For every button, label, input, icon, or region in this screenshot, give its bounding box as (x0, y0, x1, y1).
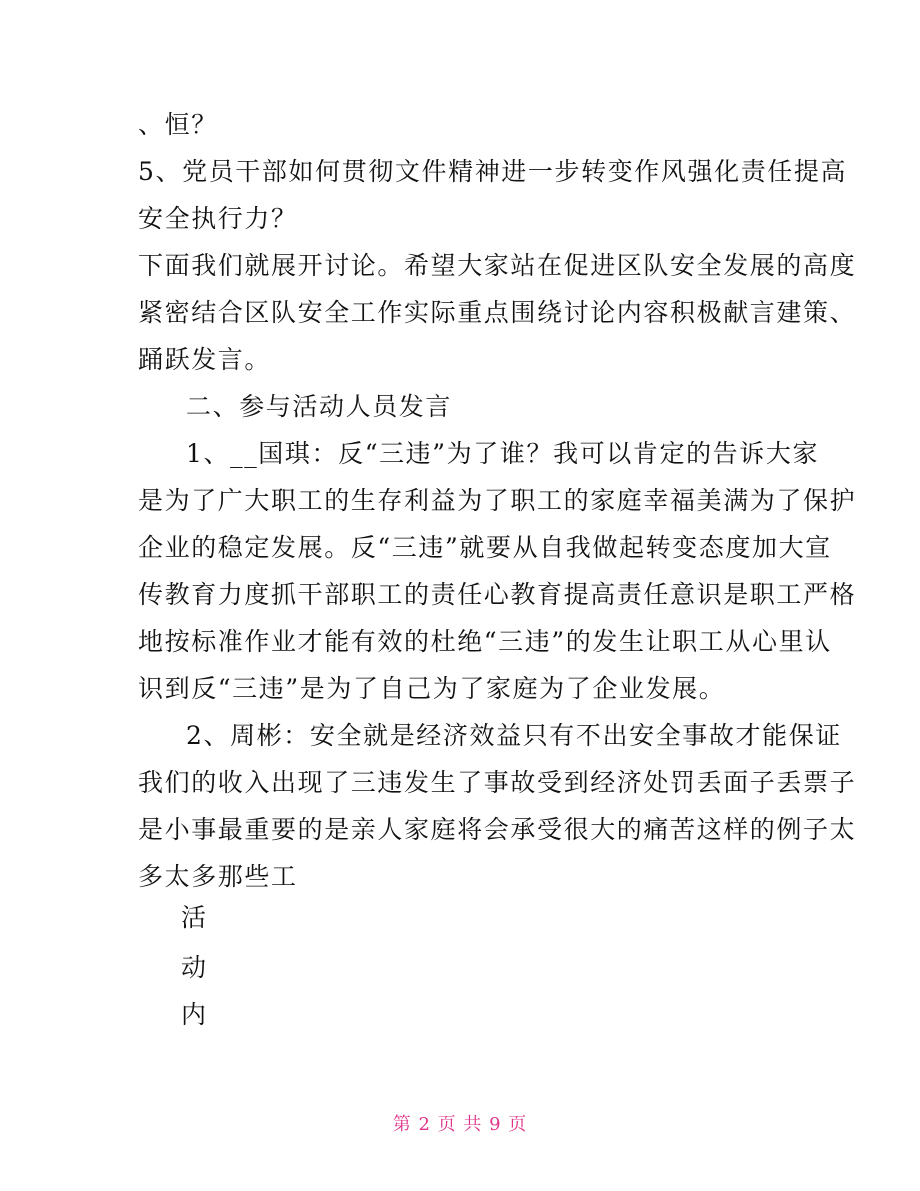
text-line: 紧密结合区队安全工作实际重点围绕讨论内容积极献言建策、 (138, 298, 857, 327)
text-line: 踊跃发言。 (138, 345, 272, 374)
text-line: 我们的收入出现了三违发生了事故受到经济处罚丢面子丢票子 (138, 768, 857, 797)
text-line: 是小事最重要的是亲人家庭将会承受很大的痛苦这样的例子太 (138, 815, 857, 844)
text-line: 2、周彬：安全就是经济效益只有不出安全事故才能保证 (186, 721, 842, 750)
text-line: 动 (181, 953, 208, 982)
text-line: 安全执行力？ (138, 204, 298, 233)
text-line: 1、__国琪：反“三违”为了谁？我可以肯定的告诉大家 (186, 439, 820, 468)
text-line: 内 (181, 1000, 208, 1029)
text-line: 是为了广大职工的生存利益为了职工的家庭幸福美满为了保护 (138, 486, 857, 515)
text-line: 企业的稳定发展。反“三违”就要从自我做起转变态度加大宣 (138, 533, 832, 562)
text-line: 活 (181, 903, 208, 932)
page-number-footer: 第 2 页 共 9 页 (392, 1114, 528, 1135)
text-line: 、恒？ (138, 110, 218, 139)
text-line: 识到反“三违”是为了自己为了家庭为了企业发展。 (138, 674, 726, 703)
text-line: 地按标准作业才能有效的杜绝“三违”的发生让职工从心里认 (138, 627, 832, 656)
text-line: 5、党员干部如何贯彻文件精神进一步转变作风强化责任提高 (138, 157, 848, 186)
text-line: 下面我们就展开讨论。希望大家站在促进区队安全发展的高度 (138, 251, 857, 280)
text-line: 传教育力度抓干部职工的责任心教育提高责任意识是职工严格 (138, 580, 857, 609)
section-heading: 二、参与活动人员发言 (186, 392, 453, 421)
text-line: 多太多那些工 (138, 862, 298, 891)
